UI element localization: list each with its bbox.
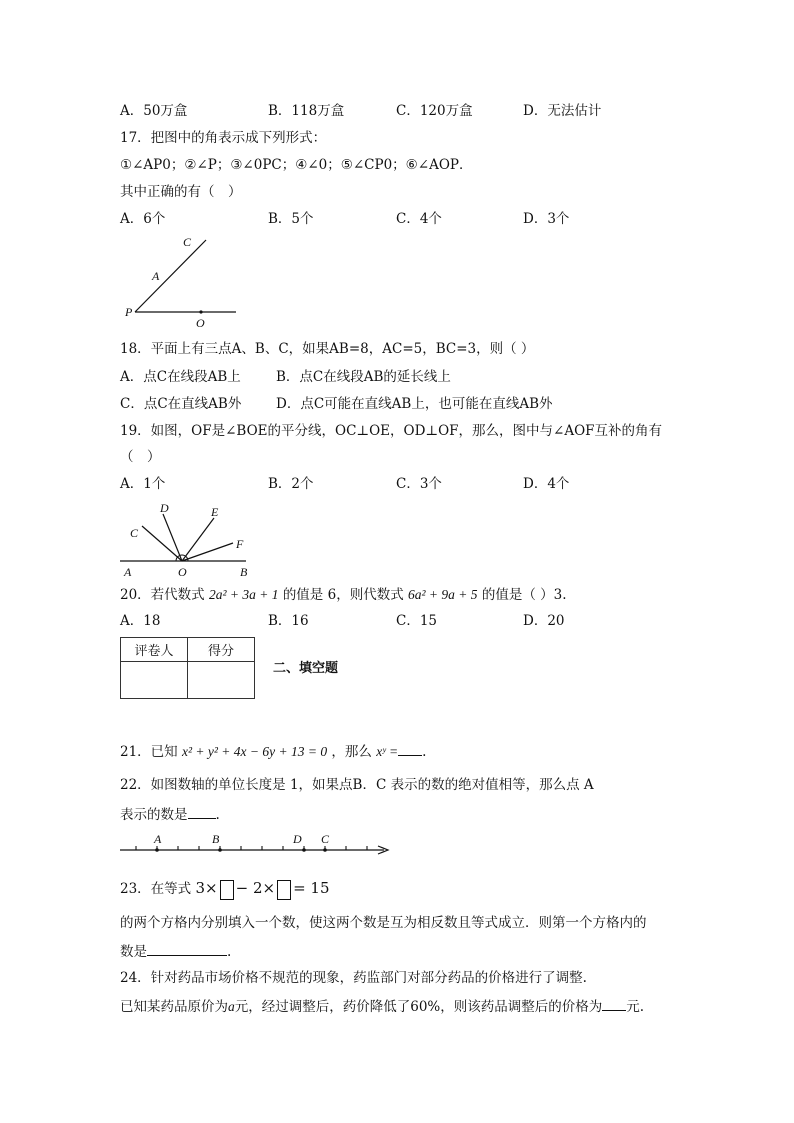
q23-line3: 数是 . — [120, 941, 231, 961]
label-d: D — [160, 501, 169, 515]
q19-option-a: A．1个 — [120, 476, 166, 492]
q20-expr2: 6a² + 9a + 5 — [408, 587, 478, 602]
label-b: B — [240, 565, 248, 579]
label-a: A — [152, 269, 160, 283]
q18-option-c: C．点C在直线AB外 — [120, 396, 242, 412]
point-d — [302, 848, 306, 852]
point-a — [155, 848, 159, 852]
q20-option-a: A．18 — [120, 613, 161, 629]
label-a: A — [154, 832, 162, 846]
q18-option-a: A．点C在线段AB上 — [120, 369, 241, 385]
q17-option-d: D．3个 — [523, 211, 570, 227]
q24-line1: 24．针对药品市场价格不规范的现象，药监部门对部分药品的价格进行了调整. — [120, 970, 587, 986]
q23-blank[interactable] — [147, 941, 227, 956]
q18-option-b: B．点C在线段AB的延长线上 — [276, 369, 451, 385]
q19-option-b: B．2个 — [268, 476, 314, 492]
label-d: D — [293, 832, 302, 846]
label-c: C — [183, 235, 192, 249]
label-o: O — [196, 316, 205, 330]
q22-line1: 22．如图数轴的单位长度是 1，如果点B．C 表示的数的绝对值相等，那么点 A — [120, 777, 594, 793]
q18-option-d: D．点C可能在直线AB上，也可能在直线AB外 — [276, 396, 553, 412]
q20-expr1: 2a² + 3a + 1 — [208, 587, 279, 602]
q24-line2: 已知某药品原价为a元，经过调整后，药价降低了60%，则该药品调整后的价格为 元. — [120, 996, 644, 1016]
label-c: C — [321, 832, 330, 846]
label-f: F — [236, 537, 244, 551]
q20-option-b: B．16 — [268, 613, 309, 629]
q23-box-1[interactable] — [220, 880, 234, 900]
q18-stem: 18．平面上有三点A、B、C，如果AB=8，AC=5，BC=3，则（ ） — [120, 341, 535, 357]
q17-stem: 17．把图中的角表示成下列形式： — [120, 130, 327, 146]
q19-option-c: C．3个 — [396, 476, 442, 492]
label-o: O — [178, 565, 187, 579]
q16-option-b: B．118万盒 — [268, 103, 345, 119]
q24-blank[interactable] — [602, 996, 626, 1011]
q17-forms: ①∠AP0；②∠P；③∠0PC；④∠0；⑤∠CP0；⑥∠AOP． — [120, 157, 473, 173]
q23-box-2[interactable] — [277, 880, 291, 900]
q17-option-b: B．5个 — [268, 211, 314, 227]
grader-col2: 得分 — [188, 638, 255, 662]
section-title: 二、填空题 — [273, 661, 339, 676]
label-b: B — [212, 832, 220, 846]
q17-question: 其中正确的有（ ） — [120, 184, 242, 200]
q21-stem: 21．已知 x² + y² + 4x − 6y + 13 = 0 ，那么 xʸ = . — [120, 741, 426, 761]
q16-option-d: D．无法估计 — [523, 103, 602, 119]
label-a: A — [124, 565, 132, 579]
q17-option-a: A．6个 — [120, 211, 166, 227]
q19-paren: （ ） — [120, 449, 161, 465]
q23-line2: 的两个方格内分别填入一个数，使这两个数是互为相反数且等式成立．则第一个方格内的 — [120, 915, 647, 931]
q20-option-c: C．15 — [396, 613, 438, 629]
label-c: C — [130, 526, 139, 540]
q16-option-a: A．50万盒 — [120, 103, 188, 119]
q22-line2: 表示的数是 . — [120, 804, 220, 824]
point-c — [323, 848, 327, 852]
q20-option-d: D．20 — [523, 613, 565, 629]
grader-col1: 评卷人 — [121, 638, 188, 662]
label-e: E — [211, 505, 219, 519]
q19-option-d: D．4个 — [523, 476, 570, 492]
q19-stem: 19．如图，OF是∠BOE的平分线，OC⊥OE，OD⊥OF，那么，图中与∠AOF互补的角有 — [120, 423, 663, 439]
q17-option-c: C．4个 — [396, 211, 442, 227]
q23-stem: 23．在等式 3× − 2× = 15 — [120, 879, 330, 900]
q20-stem: 20．若代数式 2a² + 3a + 1 的值是 6，则代数式 6a² + 9a + 5 的值是（ ）3. — [120, 587, 567, 603]
label-p: P — [125, 305, 133, 319]
q16-option-c: C．120万盒 — [396, 103, 473, 119]
point-b — [218, 848, 222, 852]
